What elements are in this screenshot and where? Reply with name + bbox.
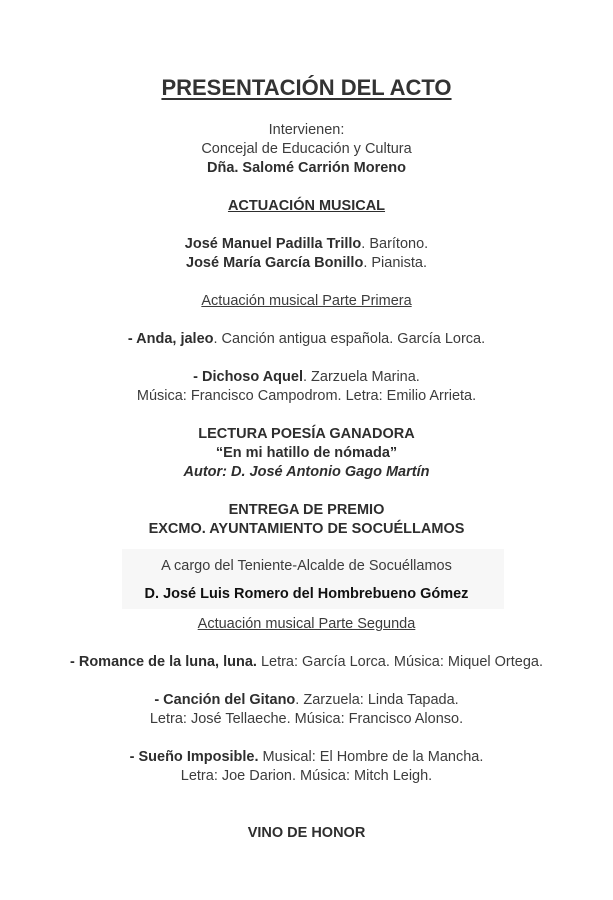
performer-name: José Manuel Padilla Trillo (184, 236, 362, 252)
award-heading: ENTREGA DE PREMIO (228, 502, 385, 518)
performer-role: . Pianista. (363, 255, 427, 271)
poem-author: Autor: D. José Antonio Gago Martín (183, 464, 430, 480)
part-two-heading: Actuación musical Parte Segunda (197, 616, 416, 632)
page-title: PRESENTACIÓN DEL ACTO (161, 75, 452, 100)
award-organization: EXCMO. AYUNTAMIENTO DE SOCUÉLLAMOS (148, 521, 465, 537)
musical-heading: ACTUACIÓN MUSICAL (227, 198, 386, 214)
intervienen-label: Intervienen: (268, 122, 345, 138)
item-description: . Canción antigua española. García Lorca. (213, 331, 486, 347)
presenter-role: Concejal de Educación y Cultura (201, 141, 412, 157)
item-title: - Dichoso Aquel (193, 369, 303, 385)
program-item (0, 330, 613, 348)
program-item (0, 748, 613, 766)
item-description: . Zarzuela: Linda Tapada. (295, 692, 459, 708)
closing-text: VINO DE HONOR (247, 825, 366, 841)
item-title: - Anda, jaleo (127, 331, 214, 347)
part-one-heading: Actuación musical Parte Primera (201, 293, 412, 309)
award-delegate: A cargo del Teniente-Alcalde de Socuéllamos (161, 558, 452, 574)
item-credits: Letra: José Tellaeche. Música: Francisco Alonso. (149, 711, 464, 727)
item-credits: Música: Francisco Campodrom. Letra: Emilio Arrieta. (136, 388, 477, 404)
poem-title: “En mi hatillo de nómada” (215, 445, 398, 461)
poetry-heading: LECTURA POESÍA GANADORA (198, 426, 415, 442)
item-description: . Zarzuela Marina. (302, 369, 420, 385)
performer-name: José María García Bonillo (186, 255, 364, 271)
item-description: Letra: García Lorca. Música: Miquel Ortega. (256, 654, 544, 670)
item-title: - Canción del Gitano (154, 692, 296, 708)
item-title: - Romance de la luna, luna. (69, 654, 257, 670)
program-item (0, 653, 613, 671)
item-credits: Letra: Joe Darion. Música: Mitch Leigh. (180, 768, 433, 784)
performer-line (0, 254, 613, 272)
program-item (0, 368, 613, 386)
item-description: Musical: El Hombre de la Mancha. (258, 749, 484, 765)
presenter-name: Dña. Salomé Carrión Moreno (206, 160, 406, 176)
performer-role: . Barítono. (361, 236, 429, 252)
program-item (0, 691, 613, 709)
item-title: - Sueño Imposible. (129, 749, 259, 765)
award-delegate-name: D. José Luis Romero del Hombrebueno Gómez (144, 586, 469, 602)
performer-line (0, 235, 613, 253)
